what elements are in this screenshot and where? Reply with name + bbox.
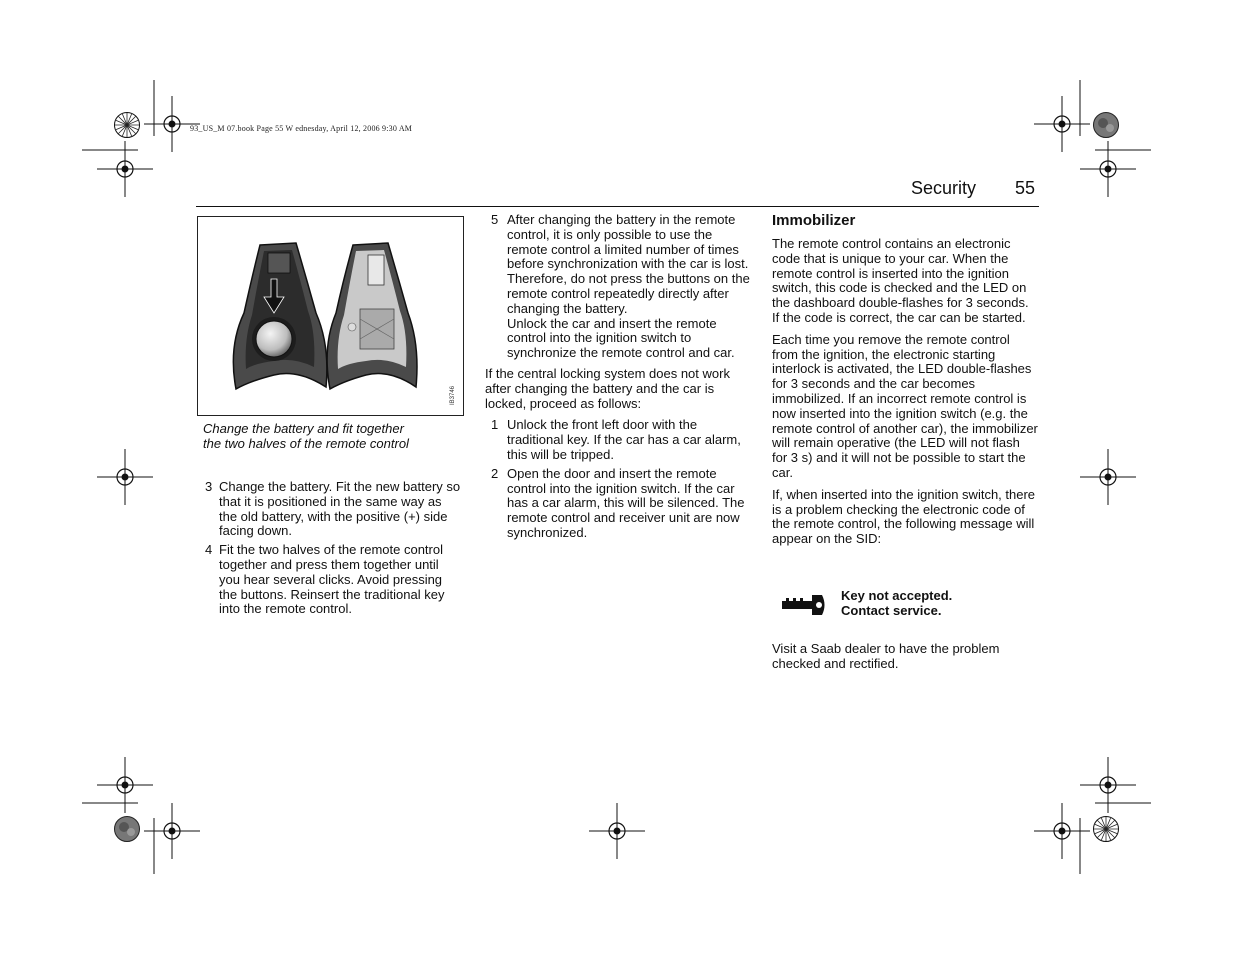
step-text: Change the battery. Fit the new battery so that it is positioned in the same way as the old battery, with the positive (+) side facing down.: [219, 479, 461, 539]
print-slug: 93_US_M 07.book Page 55 W ednesday, April 12, 2006 9:30 AM: [190, 124, 413, 133]
figure-caption: [203, 421, 453, 451]
message-line-1: Key not accepted.: [841, 588, 953, 603]
paragraph: Each time you remove the remote control from the ignition, the electronic starting interlock is activated, the LED double-flashes for 3 seconds and the car becomes immobilized. If an incorrect remote control is now inserted into the ignition switch (e.g. the remote control of another car), the immobilizer will remain operative (the LED will not flash for 3 s) and it will not be possible to start the car.: [772, 331, 1038, 480]
paragraph: If, when inserted into the ignition switch, there is a problem checking the electronic code of the remote control, the following message will appear on the SID:: [772, 486, 1036, 547]
message-line-2: Contact service.: [841, 603, 942, 618]
caption-line-1: Change the battery and fit together: [203, 421, 404, 436]
paragraph: The remote control contains an electronic code that is unique to your car. When the remote control is inserted into the ignition switch, this code is checked and the LED on the dashboard double-flashes for 3 seconds. If the code is correct, the car can be started.: [772, 236, 1029, 325]
remote-control-figure: [197, 216, 464, 416]
key-icon: [780, 592, 830, 618]
intro-paragraph: If the central locking system does not work after changing the battery and the car is locked, proceed as follows:: [485, 365, 730, 411]
list-item: [485, 467, 750, 541]
header-rule: [196, 206, 1039, 207]
list-item: [485, 418, 750, 462]
remote-control-illustration: [198, 217, 463, 415]
col2: [485, 213, 750, 545]
col3: [772, 212, 1038, 554]
section-title: Security: [911, 178, 977, 198]
step-text: Open the door and insert the remote control into the ignition switch. If the car has a car alarm, this will be silenced. The remote control and receiver unit are now synchronized.: [507, 465, 745, 540]
step-text: After changing the battery in the remote control, it is only possible to use the remote control a limited number of times before synchronization with the car is lost. Therefore, do not press the buttons on the remote control repeatedly directly after changing the battery.: [507, 212, 750, 316]
section-heading: Immobilizer: [772, 212, 856, 229]
step-text: Unlock the front left door with the traditional key. If the car has a car alarm, this will be tripped.: [507, 417, 741, 462]
step-number: 3: [205, 479, 213, 494]
step-number: 4: [205, 542, 213, 558]
caption-line-2: the two halves of the remote control: [203, 436, 409, 451]
sid-message: [780, 588, 1040, 624]
step-number: 1: [491, 417, 499, 433]
list-item: [485, 213, 750, 361]
step-text: Unlock the car and insert the remote control into the ignition switch to synchronize the remote control and car.: [507, 315, 735, 361]
page-number: 55: [1015, 178, 1036, 198]
col1-steps: [205, 480, 461, 621]
list-item: [205, 543, 461, 617]
closing-paragraph: Visit a Saab dealer to have the problem checked and rectified.: [772, 641, 1000, 671]
step-text: Fit the two halves of the remote control together and press them together until you hear several clicks. Avoid pressing the buttons. Reinsert the traditional key into the remote control.: [219, 542, 445, 617]
step-number: 2: [491, 465, 499, 481]
list-item: [205, 480, 461, 539]
step-number: 5: [491, 212, 499, 227]
figure-code: IB3746: [450, 385, 456, 405]
